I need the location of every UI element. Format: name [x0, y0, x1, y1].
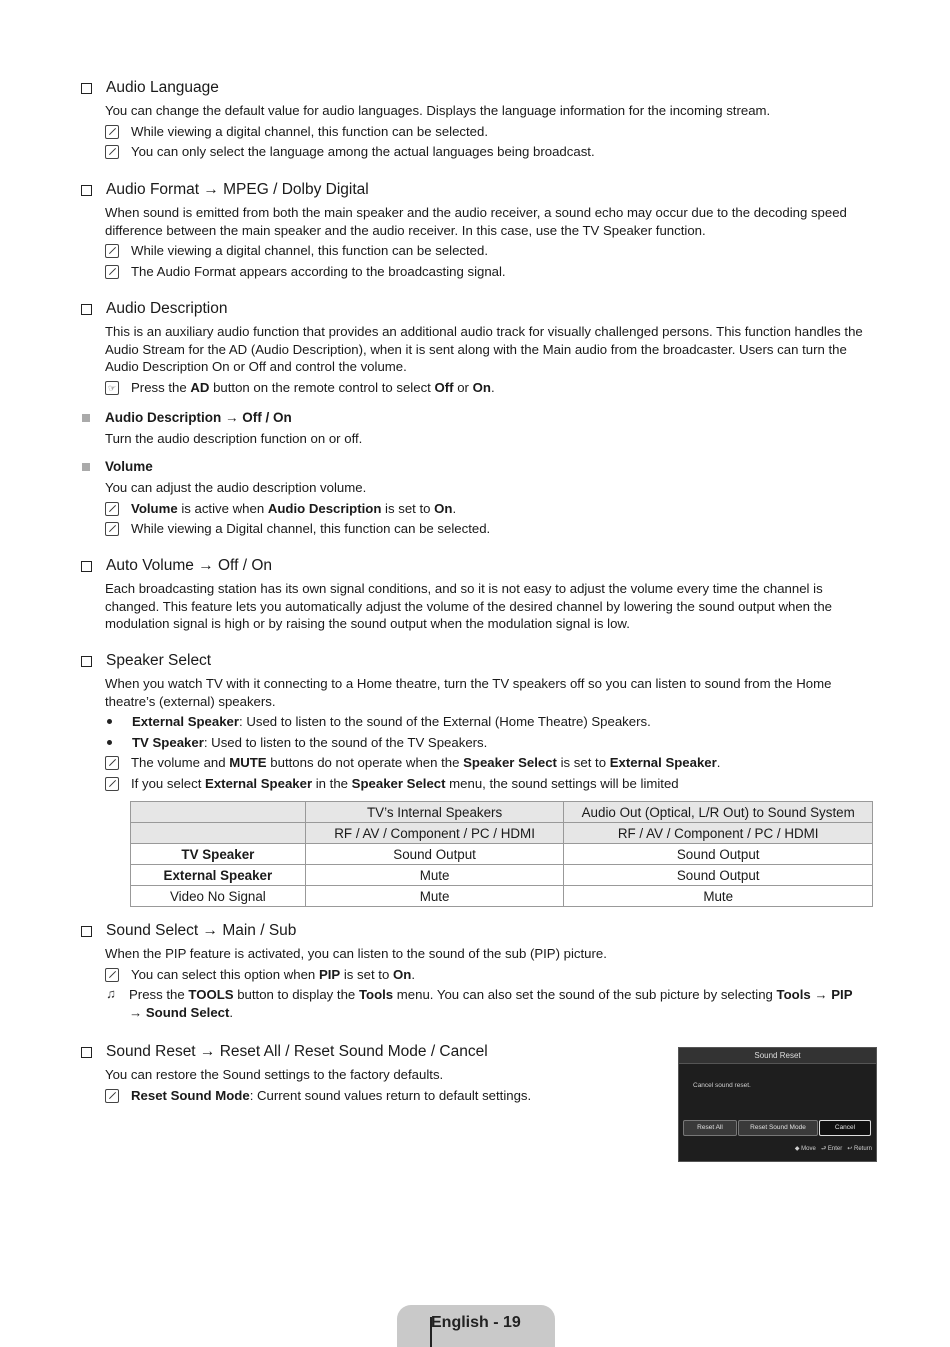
bullet-dot-icon: [107, 719, 112, 724]
checkbox-bullet-icon: [81, 304, 92, 315]
section-title: Auto Volume → Off / On: [106, 557, 272, 574]
section-description: When you watch TV with it connecting to a Home theatre, turn the TV speakers off so you can listen to sound from the Home theatre’s (external) speakers.: [105, 676, 832, 709]
note-text: While viewing a digital channel, this function can be selected.: [131, 243, 489, 258]
section-description: When the PIP feature is activated, you can listen to the sound of the sub (PIP) picture.: [105, 946, 607, 961]
sound-reset-dialog-screenshot: [678, 1047, 877, 1162]
dialog-message: Cancel sound reset.: [693, 1082, 751, 1089]
note-icon: [105, 777, 119, 791]
note-text: Press the AD button on the remote control to select Off or On.: [131, 379, 495, 395]
square-bullet-icon: [82, 414, 90, 422]
section-title: Audio Format → MPEG / Dolby Digital: [106, 181, 369, 198]
table-header-row: [131, 802, 873, 823]
section-audio-language: [79, 78, 879, 161]
note-icon: [105, 125, 119, 139]
note-text: While viewing a Digital channel, this function can be selected.: [131, 521, 491, 536]
table-cell: Sound Output: [305, 844, 564, 865]
speaker-settings-table: [130, 801, 873, 907]
checkbox-bullet-icon: [81, 1047, 92, 1058]
section-title: Sound Reset → Reset All / Reset Sound Mode / Cancel: [106, 1043, 488, 1060]
table-header-cell: [131, 823, 306, 844]
section-description: Each broadcasting station has its own signal conditions, and so it is not easy to adjust the volume every time the channel is changed. This feature lets you automatically adjust the volume of the desired channel by lowering the sound output when the modulation signal is high or by raising the sound output when the modulation signal is low.: [105, 581, 832, 631]
table-header-row: [131, 823, 873, 844]
section-description: You can change the default value for audio languages. Displays the language information for the incoming stream.: [105, 103, 771, 118]
checkbox-bullet-icon: [81, 83, 92, 94]
section-title: Audio Description: [106, 300, 228, 317]
table-row-label: Video No Signal: [131, 886, 306, 907]
enter-hint: ⮐ Enter: [820, 1146, 843, 1152]
note-text: Press the TOOLS button to display the Tools menu. You can also set the sound of the sub picture by selecting Tools → PIP → Sound Select.: [129, 987, 853, 1020]
section-sound-reset: [79, 1042, 659, 1104]
subsection-description: Turn the audio description function on or off.: [105, 431, 363, 446]
checkbox-bullet-icon: [81, 926, 92, 937]
table-header-cell: RF / AV / Component / PC / HDMI: [564, 823, 873, 844]
subsection-volume: [79, 458, 879, 538]
note-icon: [105, 968, 119, 982]
remote-icon: ☞: [105, 381, 119, 395]
table-cell: Mute: [564, 886, 873, 907]
dialog-hints: [795, 1144, 872, 1154]
page-number: English - 19: [431, 1314, 521, 1331]
section-speaker-select: [79, 651, 879, 792]
section-description: When sound is emitted from both the main speaker and the audio receiver, a sound echo may occur due to the decoding speed difference between the main speaker and the audio receiver. In this case, use the TV Speaker function.: [105, 205, 847, 238]
table-cell: Mute: [305, 886, 564, 907]
note-text: Reset Sound Mode: Current sound values return to default settings.: [131, 1087, 532, 1103]
section-description: This is an auxiliary audio function that provides an additional audio track for visually challenged persons. This function handles the Audio Stream for the AD (Audio Description), when it is sent along with the Main audio from the broadcaster. Users can turn the Audio Description On or Off and control the volume.: [105, 324, 863, 374]
table-cell: Sound Output: [564, 844, 873, 865]
subsection-description: You can adjust the audio description volume.: [105, 480, 367, 495]
return-hint: ↩ Return: [847, 1146, 872, 1152]
table-row-label: TV Speaker: [131, 844, 306, 865]
page-footer: [397, 1305, 555, 1347]
reset-sound-mode-button[interactable]: Reset Sound Mode: [738, 1120, 818, 1136]
cancel-button[interactable]: Cancel: [819, 1120, 871, 1136]
note-text: If you select External Speaker in the Speaker Select menu, the sound settings will be limited: [131, 775, 679, 791]
section-title: Speaker Select: [106, 652, 212, 669]
section-sound-select: [79, 921, 879, 1021]
note-text: While viewing a digital channel, this function can be selected.: [131, 123, 489, 139]
subsection-title: Audio Description → Off / On: [105, 410, 292, 425]
note-text: You can only select the language among the actual languages being broadcast.: [131, 144, 595, 159]
section-auto-volume: [79, 556, 879, 633]
table-row: [131, 865, 873, 886]
checkbox-bullet-icon: [81, 185, 92, 196]
table-header-cell: [131, 802, 306, 823]
note-icon: [105, 502, 119, 516]
table-row: [131, 844, 873, 865]
note-text: The Audio Format appears according to the broadcasting signal.: [131, 263, 506, 279]
section-title: Sound Select → Main / Sub: [106, 922, 297, 939]
note-text: You can select this option when PIP is set to On.: [131, 966, 415, 982]
subsection-audio-description-toggle: [79, 409, 879, 448]
bullet-text: TV Speaker: Used to listen to the sound of the TV Speakers.: [132, 734, 488, 750]
note-icon: [105, 145, 119, 159]
note-icon: [105, 265, 119, 279]
tools-icon: ♫: [106, 986, 116, 1001]
checkbox-bullet-icon: [81, 656, 92, 667]
move-hint: ◆ Move: [794, 1146, 816, 1152]
section-audio-format: [79, 180, 879, 280]
table-header-cell: Audio Out (Optical, L/R Out) to Sound System: [564, 802, 873, 823]
note-icon: [105, 756, 119, 770]
table-row-label: External Speaker: [131, 865, 306, 886]
square-bullet-icon: [82, 463, 90, 471]
checkbox-bullet-icon: [81, 561, 92, 572]
section-audio-description: [79, 299, 879, 396]
note-text: The volume and MUTE buttons do not operate when the Speaker Select is set to External Speaker.: [131, 755, 721, 770]
section-description: You can restore the Sound settings to the factory defaults.: [105, 1067, 444, 1082]
note-icon: [105, 1089, 119, 1103]
table-header-cell: TV’s Internal Speakers: [305, 802, 564, 823]
section-title: Audio Language: [106, 79, 219, 96]
note-icon: [105, 522, 119, 536]
subsection-title: Volume: [105, 459, 153, 474]
table-row: [131, 886, 873, 907]
bullet-dot-icon: [107, 740, 112, 745]
dialog-title: Sound Reset: [679, 1048, 876, 1064]
table-cell: Mute: [305, 865, 564, 886]
reset-all-button[interactable]: Reset All: [683, 1120, 737, 1136]
note-text: Volume is active when Audio Description is set to On.: [131, 500, 457, 516]
note-icon: [105, 244, 119, 258]
bullet-text: External Speaker: Used to listen to the sound of the External (Home Theatre) Speakers.: [132, 714, 651, 729]
table-header-cell: RF / AV / Component / PC / HDMI: [305, 823, 564, 844]
table-cell: Sound Output: [564, 865, 873, 886]
